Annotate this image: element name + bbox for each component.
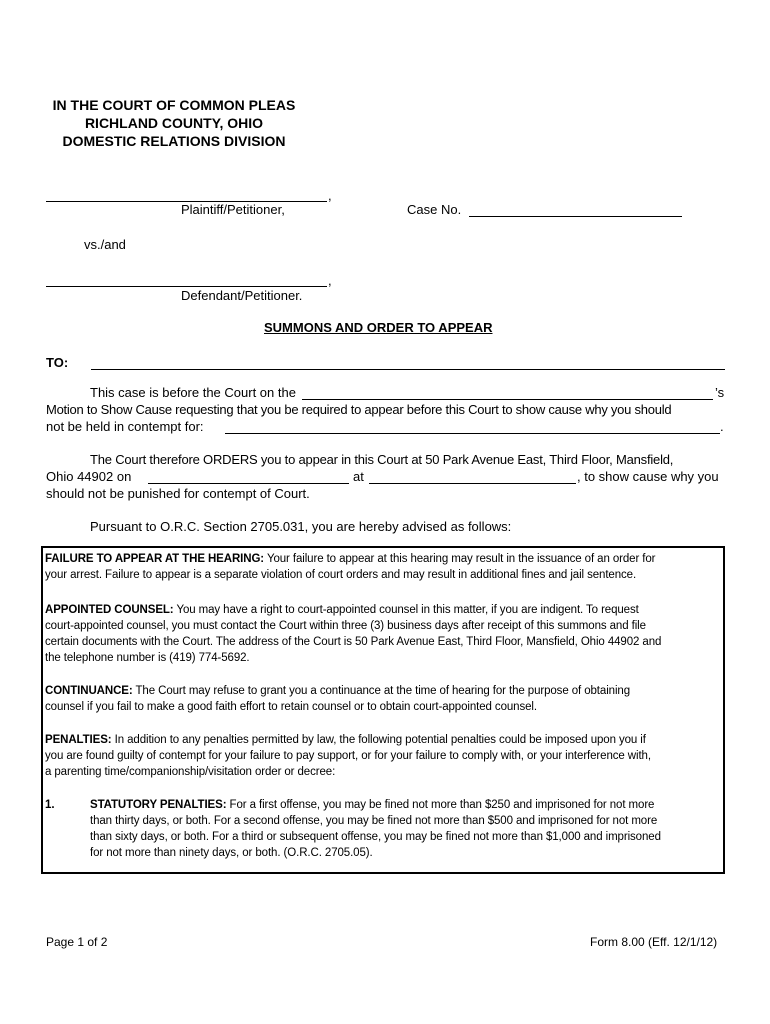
court-name: IN THE COURT OF COMMON PLEAS <box>52 97 296 113</box>
appointed-counsel-notice <box>45 602 725 666</box>
continuance-text-1: The Court may refuse to grant you a continuance at the time of hearing for the purpose of obtaining <box>135 685 630 697</box>
statutory-text-3: than sixty days, or both. For a third or subsequent offense, you may be fined not more than $1,000 and imprisoned <box>90 831 661 843</box>
statutory-text-1: For a first offense, you may be fined not more than $250 and imprisoned for not more <box>229 799 655 811</box>
contempt-reason-field[interactable] <box>225 419 720 434</box>
to-label: TO: <box>46 355 69 370</box>
continuance-heading: CONTINUANCE: <box>45 685 133 697</box>
counsel-text-2: court-appointed counsel, you must contact the Court within three (3) business days after receipt of this summons and file <box>45 620 646 632</box>
failure-to-appear-notice <box>45 551 725 583</box>
movant-name-field[interactable] <box>302 385 713 400</box>
defendant-comma: , <box>328 273 332 288</box>
counsel-heading: APPOINTED COUNSEL: <box>45 604 174 616</box>
document-title: SUMMONS AND ORDER TO APPEAR <box>264 320 493 335</box>
continuance-notice <box>45 683 725 715</box>
contempt-text: should not be punished for contempt of Court. <box>46 486 310 501</box>
statutory-penalties-notice <box>90 797 725 861</box>
statutory-text-2: than thirty days, or both. For a second offense, you may be fined not more than $500 and imprisoned for not more <box>90 815 658 827</box>
statutory-heading: STATUTORY PENALTIES: <box>90 799 227 811</box>
defendant-label: Defendant/Petitioner. <box>181 288 303 303</box>
penalties-text-3: a parenting time/companionship/visitation order or decree: <box>45 766 336 778</box>
statutory-number: 1. <box>45 799 55 811</box>
form-number: Form 8.00 (Eff. 12/1/12) <box>590 935 718 949</box>
hearing-time-label: at <box>353 469 364 484</box>
court-heading <box>40 96 308 150</box>
failure-heading: FAILURE TO APPEAR AT THE HEARING: <box>45 553 265 565</box>
failure-text-2: your arrest. Failure to appear is a separate violation of court orders and may result in additional fines and jail sentence. <box>45 569 637 581</box>
motion-text-line: Motion to Show Cause requesting that you be required to appear before this Court to show cause why you should <box>46 402 672 417</box>
penalties-text-1: In addition to any penalties permitted by law, the following potential penalties could be imposed upon you if <box>114 734 646 746</box>
plaintiff-name-field[interactable] <box>46 187 327 202</box>
defendant-name-field[interactable] <box>46 272 327 287</box>
counsel-text-3: certain documents with the Court. The address of the Court is 50 Park Avenue East, Third Floor, Mansfield, Ohio 44902 and <box>45 636 662 648</box>
hearing-date-field[interactable] <box>148 469 349 484</box>
page-number: Page 1 of 2 <box>46 935 108 949</box>
division-name: DOMESTIC RELATIONS DIVISION <box>62 133 286 149</box>
contempt-reason-label: not be held in contempt for: <box>46 419 204 434</box>
plaintiff-comma: , <box>328 188 332 203</box>
penalties-notice <box>45 732 725 780</box>
statutory-text-4: for not more than ninety days, or both. (O.R.C. 2705.05). <box>90 847 373 859</box>
counsel-text-1: You may have a right to court-appointed counsel in this matter, if you are indigent. To request <box>176 604 639 616</box>
possessive-suffix: ’s <box>715 385 725 400</box>
county-name: RICHLAND COUNTY, OHIO <box>84 115 264 131</box>
plaintiff-label: Plaintiff/Petitioner, <box>181 202 285 217</box>
motion-intro-text: This case is before the Court on the <box>90 385 296 400</box>
penalties-heading: PENALTIES: <box>45 734 112 746</box>
failure-text-1: Your failure to appear at this hearing may result in the issuance of an order for <box>266 553 656 565</box>
advisement-intro: Pursuant to O.R.C. Section 2705.031, you are hereby advised as follows: <box>90 519 512 534</box>
hearing-time-field[interactable] <box>369 469 576 484</box>
hearing-date-label: Ohio 44902 on <box>46 469 132 484</box>
counsel-text-4: the telephone number is (419) 774-5692. <box>45 652 250 664</box>
case-no-label: Case No. <box>407 202 462 217</box>
penalties-text-2: you are found guilty of contempt for your failure to pay support, or for your failure to comply with, or your interference with, <box>45 750 651 762</box>
case-number-field[interactable] <box>469 202 682 217</box>
show-cause-text: , to show cause why you <box>577 469 719 484</box>
order-text-line: The Court therefore ORDERS you to appear in this Court at 50 Park Avenue East, Third Floor, Mansfield, <box>90 452 674 467</box>
recipient-field[interactable] <box>91 355 725 370</box>
period: . <box>720 419 724 434</box>
continuance-text-2: counsel if you fail to make a good faith effort to retain counsel or to obtain court-appointed counsel. <box>45 701 537 713</box>
versus-label: vs./and <box>84 237 126 252</box>
